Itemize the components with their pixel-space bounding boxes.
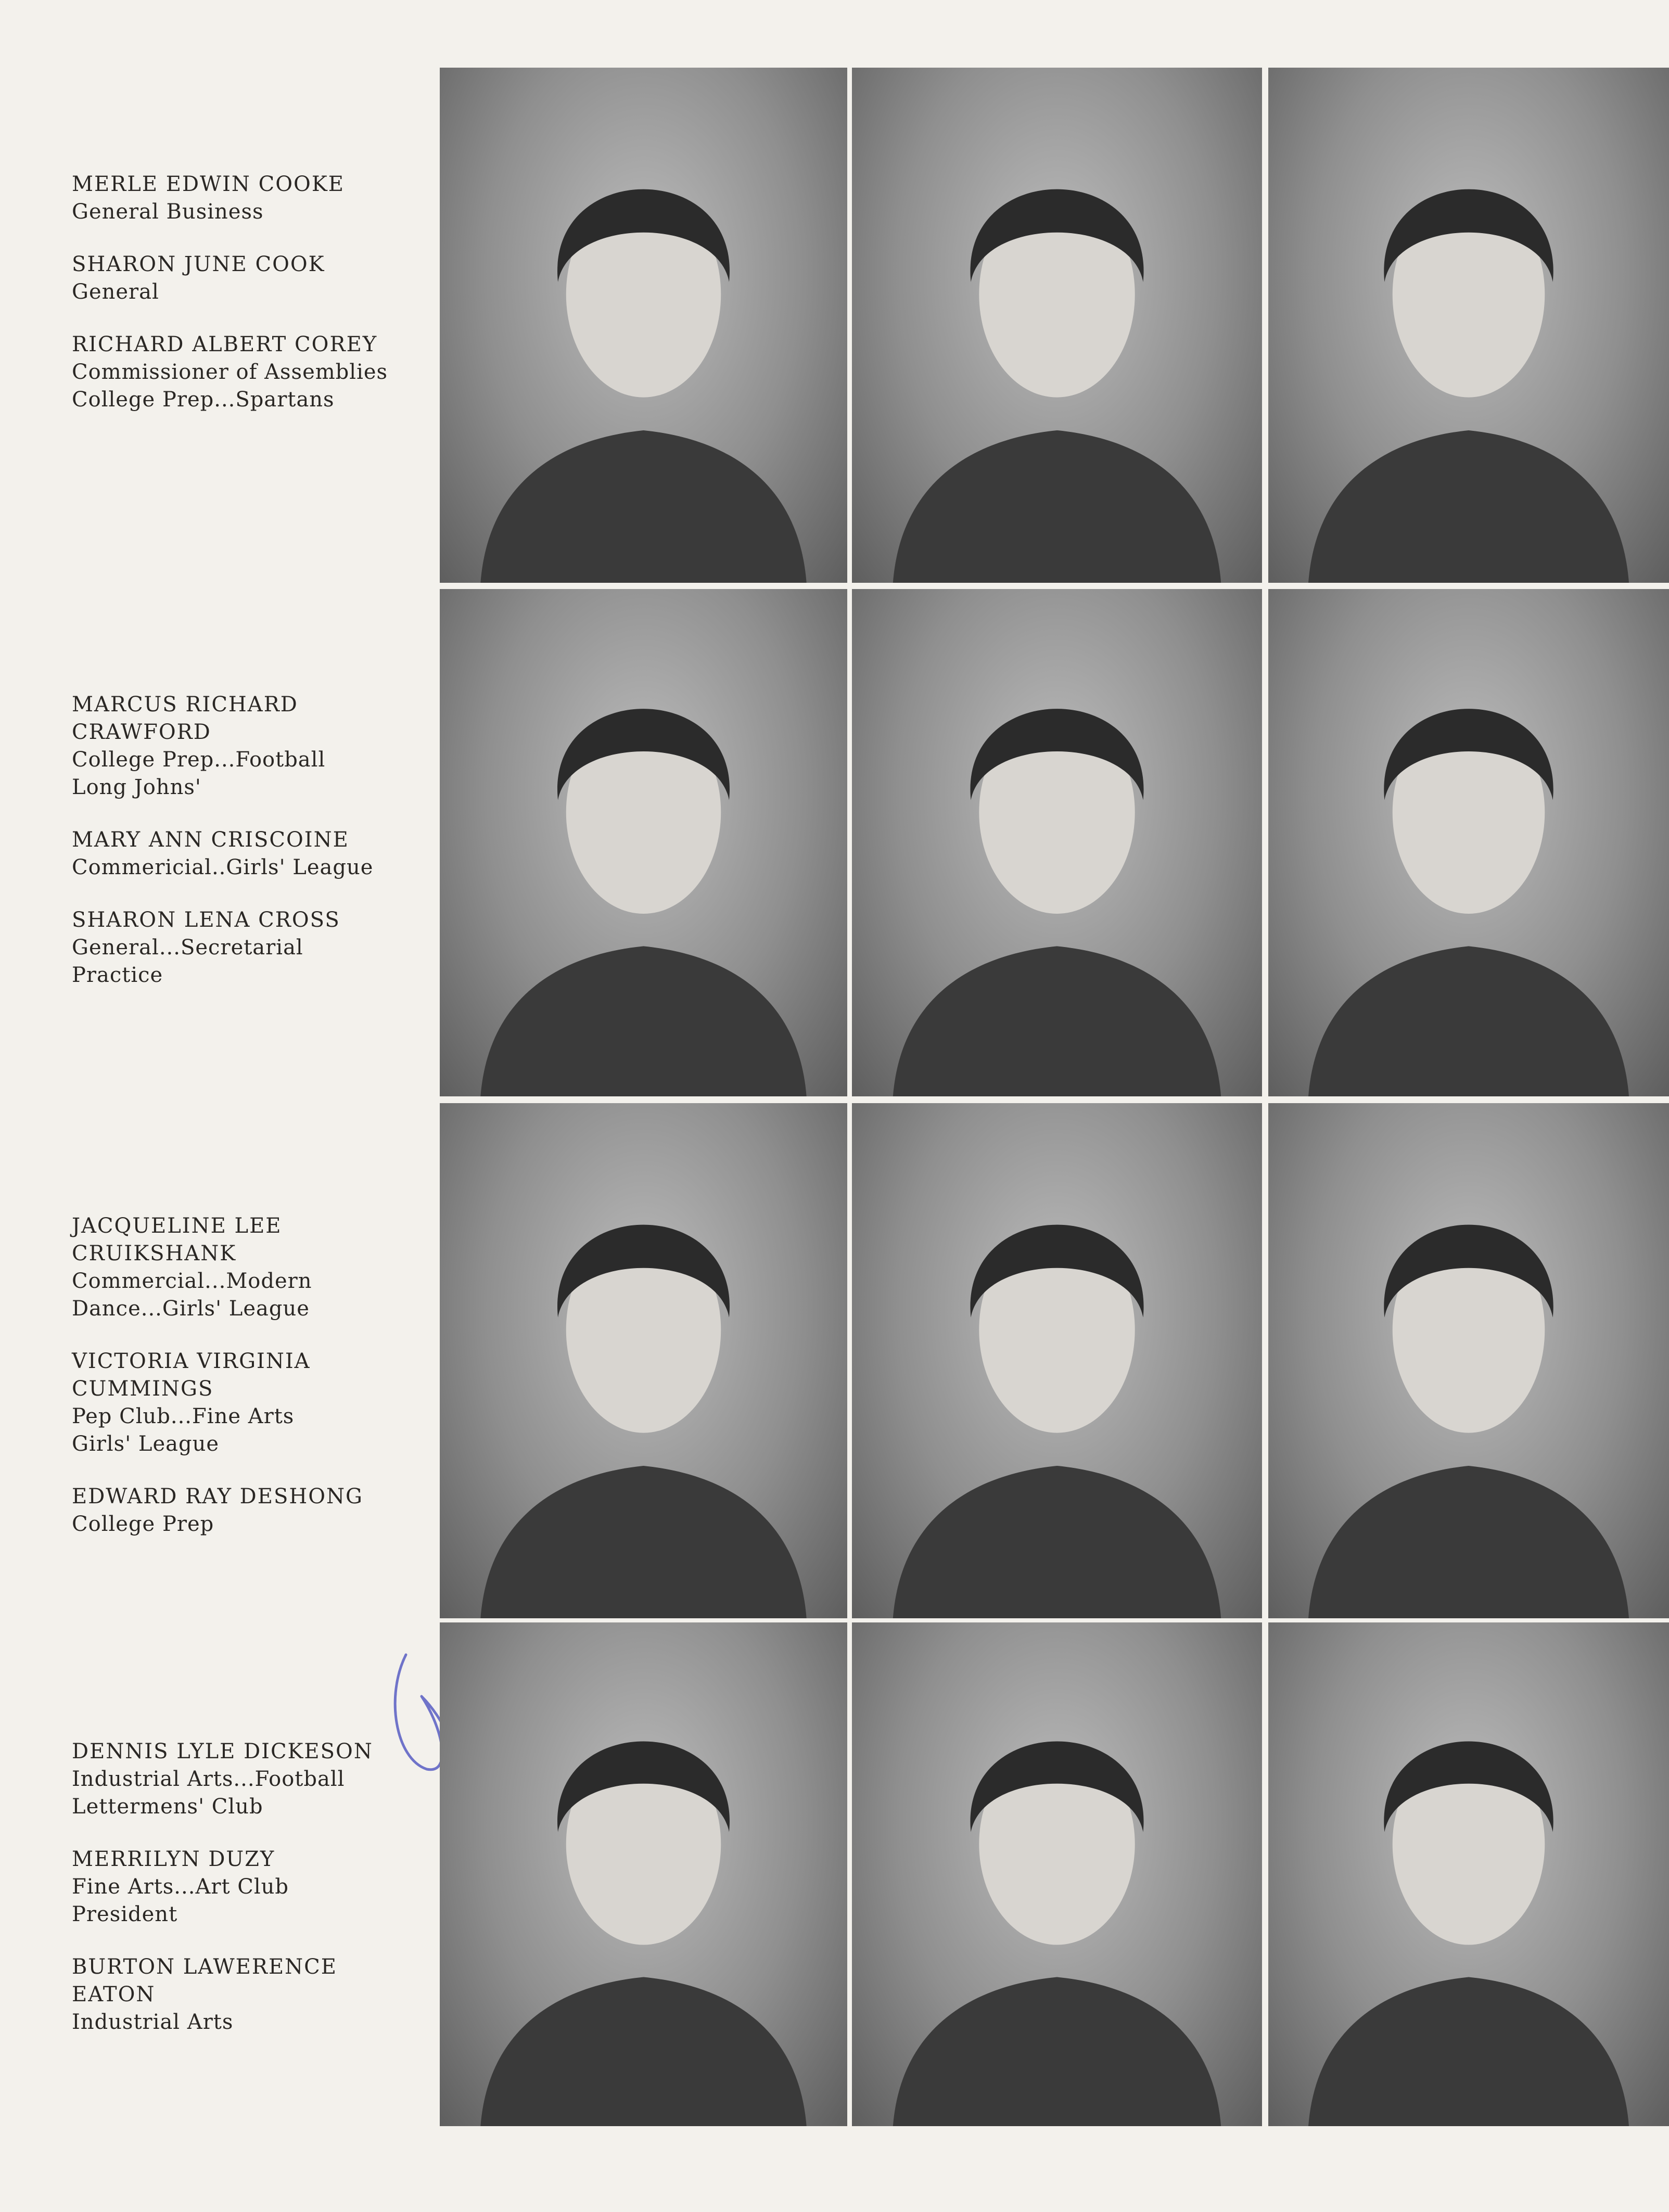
portrait-silhouette [852,1103,1262,1618]
portrait-photo [440,589,847,1096]
student-activity: Commissioner of Assemblies [72,360,388,384]
student-name: JACQUELINE LEE [72,1214,282,1238]
student-entry [72,826,436,881]
portrait-photo [440,68,847,583]
portrait-photo [440,1622,847,2126]
student-activity: Girls' League [72,1432,220,1456]
student-entry [72,1483,436,1538]
portrait-silhouette [1268,589,1669,1096]
portrait-photo [852,1103,1262,1618]
student-activity: General Business [72,200,264,224]
student-entry [72,251,436,306]
student-entry [72,1348,436,1458]
student-activity: Practice [72,963,163,987]
student-activity: Dance...Girls' League [72,1297,310,1321]
portrait-silhouette [440,1103,847,1618]
student-entry [72,691,436,801]
portrait-silhouette [852,589,1262,1096]
portrait-photo [1268,1103,1669,1618]
student-name: MARY ANN CRISCOINE [72,828,349,852]
student-activity: Lettermens' Club [72,1795,263,1819]
student-entry [72,1953,436,2036]
student-name: EATON [72,1983,156,2006]
student-activity: General [72,280,159,304]
student-name: VICTORIA VIRGINIA [72,1349,311,1373]
student-activity: Industrial Arts...Football [72,1767,345,1791]
portrait-photo [1268,589,1669,1096]
student-name: SHARON LENA CROSS [72,908,340,932]
student-name: EDWARD RAY DESHONG [72,1485,363,1508]
student-name: CRUIKSHANK [72,1242,237,1265]
portrait-silhouette [852,1622,1262,2126]
portrait-silhouette [1268,68,1669,583]
portrait-photo [1268,68,1669,583]
portrait-silhouette [440,589,847,1096]
student-activity: Industrial Arts [72,2010,234,2034]
student-name: BURTON LAWERENCE [72,1955,337,1979]
portrait-photo [852,589,1262,1096]
portrait-silhouette [1268,1103,1669,1618]
student-group-1 [72,171,436,439]
student-entry [72,331,436,414]
portrait-photo [852,1622,1262,2126]
student-name: DENNIS LYLE DICKESON [72,1740,373,1763]
portrait-silhouette [440,68,847,583]
portrait-photo [1268,1622,1669,2126]
portrait-photo [440,1103,847,1618]
student-name: SHARON JUNE COOK [72,252,325,276]
student-activity: Commercial...Modern [72,1269,312,1293]
student-name: MERRILYN DUZY [72,1847,275,1871]
student-activity: College Prep...Spartans [72,388,335,412]
student-entry [72,1846,436,1928]
student-name: MARCUS RICHARD [72,693,298,717]
portrait-photo [852,68,1262,583]
student-activity: Commericial..Girls' League [72,855,374,879]
student-activity: Long Johns' [72,775,201,799]
student-activity: Pep Club...Fine Arts [72,1404,295,1428]
student-activity: General...Secretarial [72,936,303,960]
student-entry [72,171,436,226]
portrait-silhouette [852,68,1262,583]
student-name: CRAWFORD [72,720,211,744]
student-entry [72,906,436,989]
student-activity: Fine Arts...Art Club [72,1875,289,1899]
student-activity: College Prep [72,1512,214,1536]
portrait-silhouette [1268,1622,1669,2126]
student-name: CUMMINGS [72,1377,214,1401]
student-name: RICHARD ALBERT COREY [72,333,378,356]
student-group-3 [72,1212,436,1563]
student-activity: President [72,1902,178,1926]
portrait-silhouette [440,1622,847,2126]
student-activity: College Prep...Football [72,748,326,772]
student-name: MERLE EDWIN COOKE [72,172,345,196]
student-group-2 [72,691,436,1014]
student-entry [72,1212,436,1323]
